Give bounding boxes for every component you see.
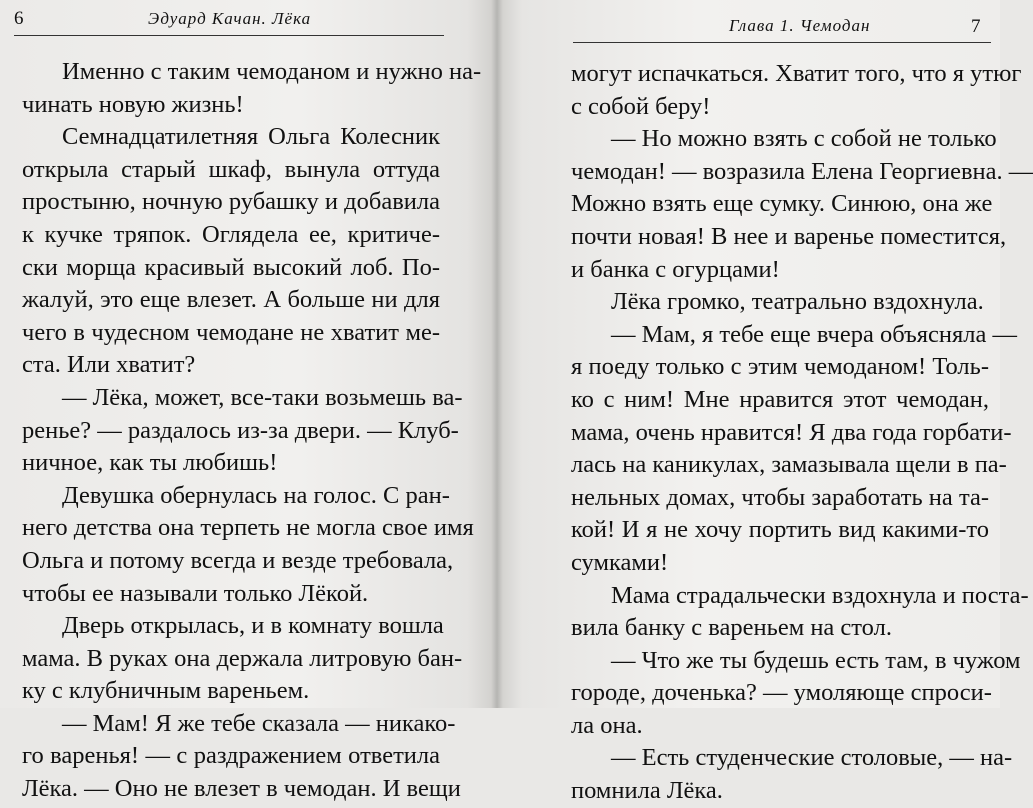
text-line: мама. В руках она держала литровую бан- <box>22 644 463 672</box>
text-line: — Мам! Я же тебе сказала — никако- <box>62 709 456 737</box>
text-line: чемодан! — возразила Елена Георгиевна. — <box>571 157 1033 185</box>
text-line: кой! И я не хочу портить вид какими-то <box>571 516 989 544</box>
text-line: — Мам, я тебе еще вчера объясняла — <box>611 320 1017 348</box>
text-line: него детства она терпеть не могла свое имя <box>22 514 474 542</box>
text-line: с собой беру! <box>571 92 711 120</box>
text-line: Семнадцатилетняя Ольга Колесник <box>62 123 440 151</box>
text-line: ски морща красивый высокий лоб. По- <box>22 253 440 281</box>
text-line: — Лёка, может, все-таки возьмешь ва- <box>62 383 463 411</box>
page-number-right: 7 <box>971 16 981 37</box>
text-line: городе, доченька? — умоляюще спроси- <box>571 679 992 707</box>
text-line: ничное, как ты любишь! <box>22 449 278 477</box>
header-rule-right <box>573 42 991 43</box>
text-line: ла она. <box>571 711 643 739</box>
right-page-text <box>571 58 1033 808</box>
text-line: открыла старый шкаф, вынула оттуда <box>22 155 440 183</box>
text-line: Лёка. — Оно не влезет в чемодан. И вещи <box>22 775 461 803</box>
text-line: лась на каникулах, замазывала щели в па- <box>571 451 1007 479</box>
text-line: Ольга и потому всегда и везде требовала, <box>22 546 454 574</box>
text-line: ко с ним! Мне нравится этот чемодан, <box>571 385 989 413</box>
text-line: чинать новую жизнь! <box>22 90 244 118</box>
text-line: чего в чудесном чемодане не хватит ме- <box>22 318 440 346</box>
text-line: Можно взять еще сумку. Синюю, она же <box>571 190 993 218</box>
text-line: почти новая! В нее и варенье поместится, <box>571 222 1007 250</box>
text-line: ренье? — раздалось из-за двери. — Клуб- <box>22 416 459 444</box>
text-line: помнила Лёка. <box>571 777 723 805</box>
text-line: мама, очень нравится! Я два года горбати- <box>571 418 1012 446</box>
text-line: — Но можно взять с собой не только <box>611 125 997 153</box>
text-line: вила банку с вареньем на стол. <box>571 614 892 642</box>
text-line: к кучке тряпок. Оглядела ее, критиче- <box>22 220 440 248</box>
text-line: жалуй, это еще влезет. А больше ни для <box>22 286 440 314</box>
text-line: — Есть студенческие столовые, — на- <box>611 744 1013 772</box>
book-gutter <box>491 0 503 708</box>
text-line: Лёка громко, театрально вздохнула. <box>611 288 984 316</box>
text-line: ку с клубничным вареньем. <box>22 677 310 705</box>
right-page <box>497 0 1033 805</box>
text-line: чтобы ее называли только Лёкой. <box>22 579 369 607</box>
running-head-right: Глава 1. Чемодан <box>729 16 871 35</box>
text-line: Девушка обернулась на голос. С ран- <box>62 481 450 509</box>
left-page-text <box>22 56 482 806</box>
text-line: ста. Или хватит? <box>22 351 196 379</box>
text-line: нельных домах, чтобы заработать на та- <box>571 483 989 511</box>
running-head-left: Эдуард Качан. Лёка <box>148 9 312 28</box>
text-line: го варенья! — с раздражением ответила <box>22 742 440 770</box>
text-line: могут испачкаться. Хватит того, что я утюг <box>571 60 1022 87</box>
text-line: Дверь открылась, и в комнату вошла <box>62 612 444 640</box>
header-rule-left <box>14 35 444 36</box>
text-line: и банка с огурцами! <box>571 255 780 283</box>
page-number-left: 6 <box>14 8 24 29</box>
text-line: я поеду только с этим чемоданом! Толь- <box>571 353 989 381</box>
text-line: простыню, ночную рубашку и добавила <box>22 188 440 216</box>
text-line: — Что же ты будешь есть там, в чужом <box>611 646 1021 674</box>
text-line: сумками! <box>571 548 669 576</box>
left-page <box>0 0 497 803</box>
text-line: Именно с таким чемоданом и нужно на- <box>62 58 482 85</box>
text-line: Мама страдальчески вздохнула и поста- <box>611 581 1029 609</box>
